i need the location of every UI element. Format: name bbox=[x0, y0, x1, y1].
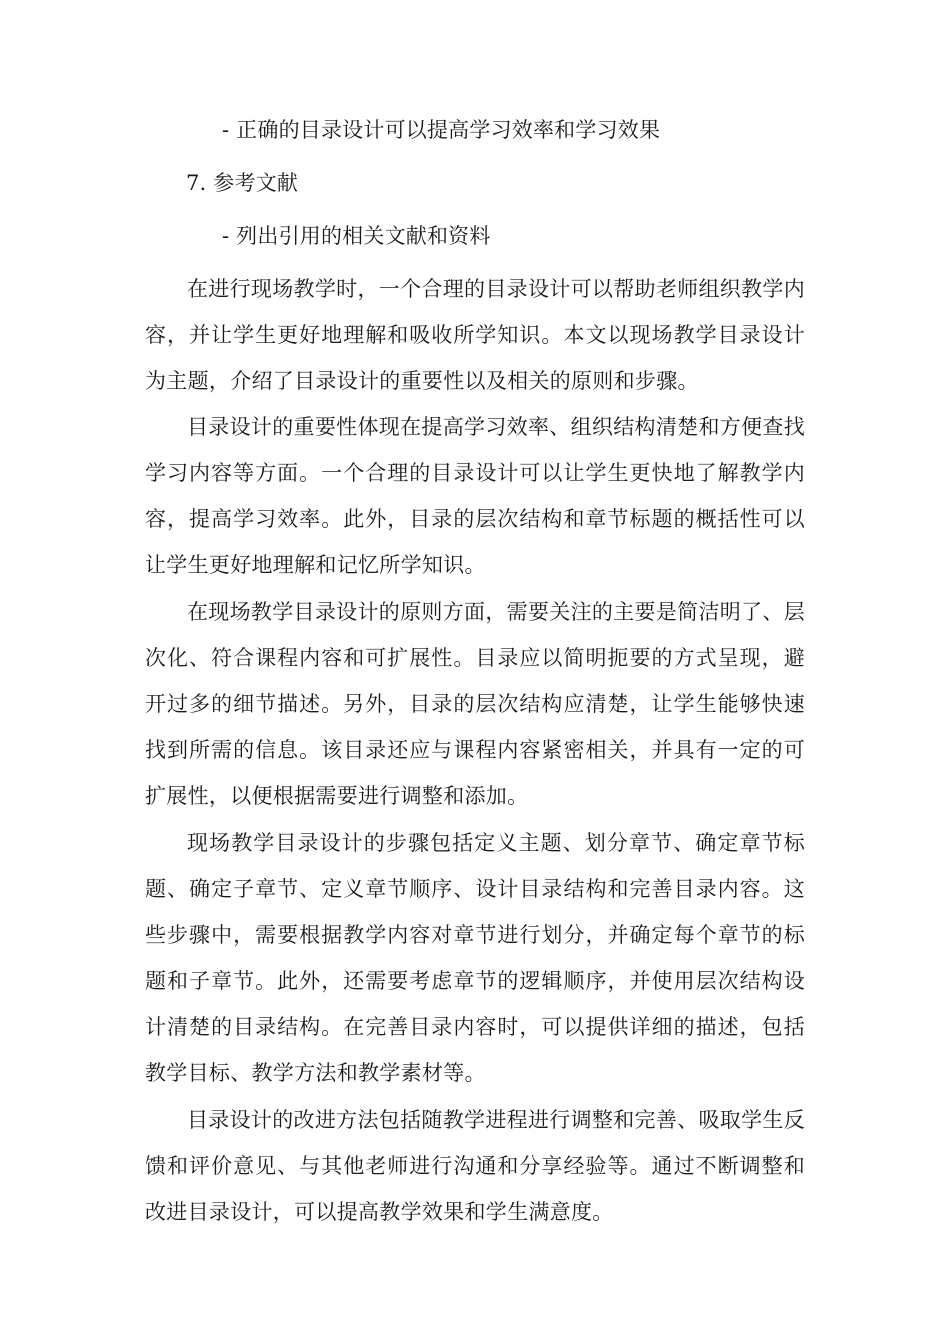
paragraph-principles: 在现场教学目录设计的原则方面，需要关注的主要是简洁明了、层次化、符合课程内容和可扩展性。目录应以简明扼要的方式呈现，避开过多的细节描述。另外，目录的层次结构应清楚，让学生能够快速找到所需的信息。该目录还应与课程内容紧密相关，并具有一定的可扩展性，以便根据需要进行调整和添加。 bbox=[145, 600, 805, 808]
section-heading-references: 7. 参考文献 bbox=[186, 171, 299, 195]
outline-bullet-effect: - 正确的目录设计可以提高学习效率和学习效果 bbox=[222, 118, 661, 142]
paragraph-importance: 目录设计的重要性体现在提高学习效率、组织结构清楚和方便查找学习内容等方面。一个合理的目录设计可以让学生更快地了解教学内容，提高学习效率。此外，目录的层次结构和章节标题的概括性可以让学生更好地理解和记忆所学知识。 bbox=[145, 415, 805, 577]
paragraph-intro: 在进行现场教学时，一个合理的目录设计可以帮助老师组织教学内容，并让学生更好地理解和吸收所学知识。本文以现场教学目录设计为主题，介绍了目录设计的重要性以及相关的原则和步骤。 bbox=[145, 277, 805, 393]
paragraph-improvement: 目录设计的改进方法包括随教学进程进行调整和完善、吸取学生反馈和评价意见、与其他老师进行沟通和分享经验等。通过不断调整和改进目录设计，可以提高教学效果和学生满意度。 bbox=[145, 1108, 805, 1224]
outline-bullet-references: - 列出引用的相关文献和资料 bbox=[222, 224, 491, 248]
paragraph-steps: 现场教学目录设计的步骤包括定义主题、划分章节、确定章节标题、确定子章节、定义章节顺序、设计目录结构和完善目录内容。这些步骤中，需要根据教学内容对章节进行划分，并确定每个章节的标题和子章节。此外，还需要考虑章节的逻辑顺序，并使用层次结构设计清楚的目录结构。在完善目录内容时，可以提供详细的描述，包括教学目标、教学方法和教学素材等。 bbox=[145, 831, 805, 1085]
